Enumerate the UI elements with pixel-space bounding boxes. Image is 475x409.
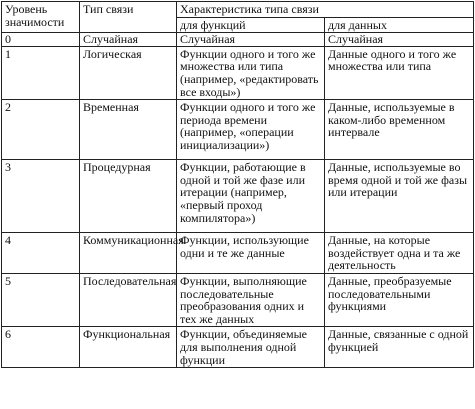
functions-cell: Функции одного и того же периода времени (например, «операции инициализации») xyxy=(177,100,325,160)
table-row xyxy=(2,160,474,233)
type-cell: Процедурная xyxy=(80,160,177,233)
functions-cell: Функции одного и того же множества или типа (например, «редактировать все входы») xyxy=(177,46,325,99)
functions-cell: Функции, работающие в одной и той же фазе или итерации (например, «первый проход компилятора») xyxy=(177,160,325,233)
type-cell: Последовательная xyxy=(80,273,177,326)
table-body xyxy=(2,33,474,368)
level-cell: 2 xyxy=(2,100,80,160)
data-cell: Данные одного и того же множества или типа xyxy=(325,46,474,99)
header-type: Тип связи xyxy=(80,2,177,33)
type-cell: Логическая xyxy=(80,46,177,99)
data-cell: Данные, на которые воздействует одна и та же деятельность xyxy=(325,233,474,274)
functions-cell: Функции, объединяемые для выполнения одной функции xyxy=(177,327,325,368)
level-cell: 1 xyxy=(2,46,80,99)
data-cell: Данные, используемые в каком-либо временном интервале xyxy=(325,100,474,160)
table-row xyxy=(2,33,474,47)
type-cell: Функциональная xyxy=(80,327,177,368)
data-cell: Данные, связанные с одной функцией xyxy=(325,327,474,368)
table-row xyxy=(2,233,474,274)
data-cell: Данные, преобразуемые последовательными функциями xyxy=(325,273,474,326)
type-cell: Случайная xyxy=(80,33,177,47)
cohesion-types-table xyxy=(1,1,474,368)
table-row xyxy=(2,46,474,99)
header-for-functions: для функций xyxy=(177,17,325,33)
header-for-data: для данных xyxy=(325,17,474,33)
level-cell: 3 xyxy=(2,160,80,233)
header-level-line1: Уровень xyxy=(5,2,48,16)
header-level xyxy=(2,2,80,33)
table-row xyxy=(2,273,474,326)
level-cell: 6 xyxy=(2,327,80,368)
data-cell: Случайная xyxy=(325,33,474,47)
functions-cell: Функции, использующие одни и те же данные xyxy=(177,233,325,274)
table-header xyxy=(2,2,474,33)
header-characteristic: Характеристика типа связи xyxy=(177,2,474,18)
functions-cell: Функции, выполняющие последовательные преобразования одних и тех же данных xyxy=(177,273,325,326)
table-row xyxy=(2,100,474,160)
type-cell: Временная xyxy=(80,100,177,160)
functions-cell: Случайная xyxy=(177,33,325,47)
level-cell: 4 xyxy=(2,233,80,274)
data-cell: Данные, используемые во время одной и той же фазы или итерации xyxy=(325,160,474,233)
level-cell: 5 xyxy=(2,273,80,326)
table-row xyxy=(2,327,474,368)
header-level-line2: значимости xyxy=(5,14,65,29)
type-cell: Коммуникационная xyxy=(80,233,177,274)
level-cell: 0 xyxy=(2,33,80,47)
